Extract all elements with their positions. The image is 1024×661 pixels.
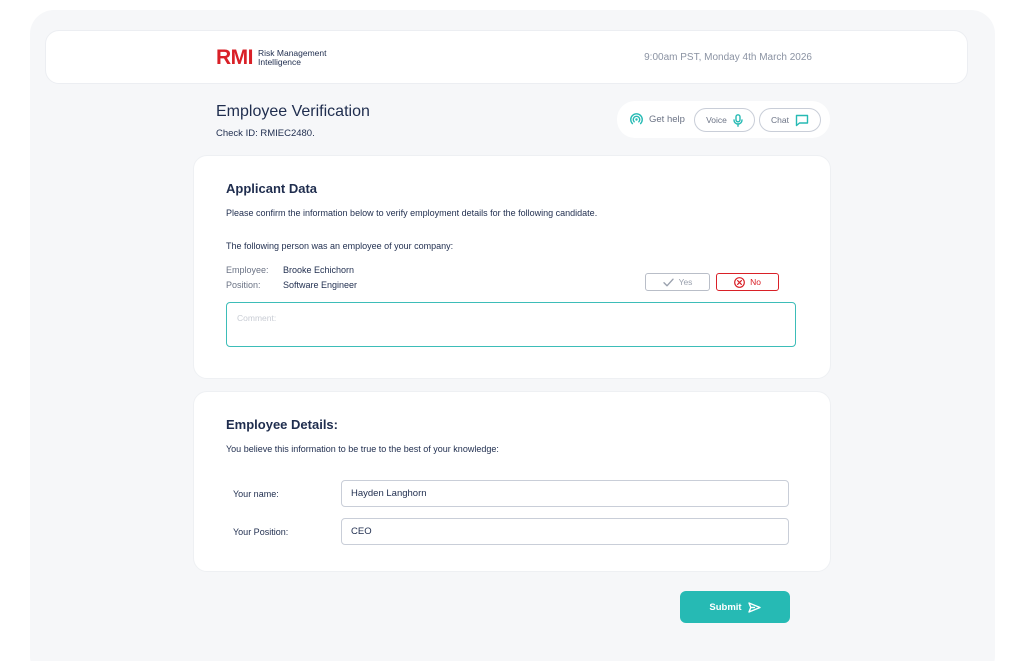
top-bar (45, 30, 968, 84)
logo-mark: RMI (216, 46, 253, 69)
position-value: Software Engineer (283, 280, 358, 290)
no-label: No (750, 277, 761, 287)
chat-button[interactable] (759, 108, 821, 132)
your-name-label: Your name: (233, 489, 279, 499)
your-position-label: Your Position: (233, 527, 289, 537)
applicant-data-heading: Applicant Data (226, 181, 318, 196)
page-title: Employee Verification (216, 103, 370, 120)
chat-bubble-icon (795, 114, 809, 127)
employee-value: Brooke Echichorn (283, 265, 355, 275)
applicant-intro: Please confirm the information below to verify employment details for the following candidate. (226, 208, 598, 218)
logo-text: Risk Management Intelligence (258, 47, 327, 67)
get-help-button[interactable] (630, 113, 685, 126)
voice-label: Voice (706, 115, 727, 125)
no-button[interactable] (716, 273, 779, 291)
get-help-label: Get help (649, 114, 685, 125)
yes-label: Yes (678, 277, 693, 287)
submit-label: Submit (709, 601, 742, 613)
your-position-input[interactable] (341, 518, 789, 545)
check-icon (663, 278, 674, 287)
yes-button[interactable] (645, 273, 710, 291)
rmi-logo (216, 47, 348, 68)
applicant-statement: The following person was an employee of your company: (226, 241, 454, 251)
employee-details-intro: You believe this information to be true to the best of your knowledge: (226, 444, 499, 454)
x-circle-icon (734, 277, 745, 288)
employee-label: Employee: (226, 265, 269, 275)
your-name-input[interactable] (341, 480, 789, 507)
chat-label: Chat (771, 115, 789, 125)
check-id: Check ID: RMIEC2480. (216, 128, 315, 139)
comment-field[interactable] (226, 302, 796, 347)
microphone-icon (733, 114, 743, 127)
submit-button[interactable] (680, 591, 790, 623)
position-label: Position: (226, 280, 261, 290)
header-datetime: 9:00am PST, Monday 4th March 2026 (644, 52, 812, 63)
broadcast-icon (630, 113, 643, 126)
employee-details-heading: Employee Details: (226, 417, 338, 432)
send-icon (748, 602, 761, 613)
voice-button[interactable] (694, 108, 755, 132)
